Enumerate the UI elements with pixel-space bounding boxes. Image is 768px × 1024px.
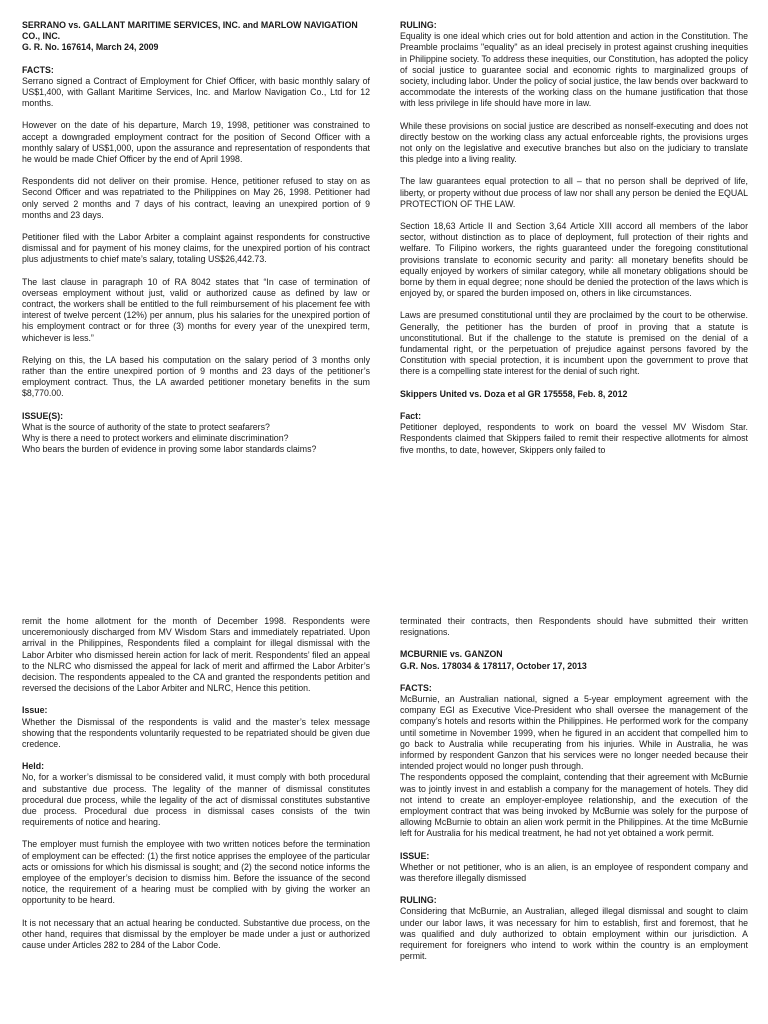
column-left-2 [22, 616, 370, 962]
column-right-2 [400, 616, 748, 973]
paragraph: Respondents did not deliver on their promise. Hence, petitioner refused to stay on as Second Officer and was repatriated to the Philippines on May 26, 1998. Petitioner had only served 2 months and 7 days of his contract, leaving an unexpired portion of 9 months and 23 days. [22, 176, 370, 220]
paragraph: Relying on this, the LA based his computation on the salary period of 3 months only rather than the entire unexpired portion of 9 months and 23 days of the petitioner’s employment contract. Thus, the LA awarded petitioner monetary benefits in the sum $8,770.00. [22, 354, 370, 399]
paragraph: The last clause in paragraph 10 of RA 8042 states that “In case of termination of overseas employment without just, valid or authorized cause as defined by law or contract, the workers shall be entitled to the full reimbursement of his placement fee with interest of twelve percent (12%) per annum, plus his salaries for the unexpired portion of his employment contract or for three (3) months for every year of the unexpired term, whichever is less.” [22, 276, 370, 343]
paragraph: Serrano signed a Contract of Employment for Chief Officer, with basic monthly salary of US$1,400, with Gallant Maritime Services, Inc. and Marlow Navigation Co., Ltd for 12 months. [22, 75, 370, 109]
column-left-1 [22, 20, 370, 456]
paragraph: Considering that McBurnie, an Australian, alleged illegal dismissal and sought to claim under our labor laws, it was necessary for him to establish, first and foremost, that he was qualified and duly authorized to obtain employment within our jurisdiction. A requirement for foreigners who intend to work within the country is an employment permit. [400, 906, 748, 962]
paragraph: The respondents opposed the complaint, contending that their agreement with McBurnie was to jointly invest in and establish a company for the management of hotels. They did not intend to create an employer-employee relationship, and the execution of the employment contract that was being invoked by McBurnie was solely for the purpose of allowing McBurnie to obtain an alien work permit in the Philippines. At the time McBurnie left for Australia for his medical treatment, he had not yet obtained a work permit. [400, 772, 748, 839]
ruling-heading: RULING: [400, 20, 437, 30]
case-title: Skippers United vs. Doza et al GR 175558, Feb. 8, 2012 [400, 388, 628, 399]
page-section-2 [0, 608, 768, 1024]
column-right-1 [400, 20, 748, 456]
case-title: MCBURNIE vs. GANZON [400, 649, 503, 660]
paragraph: The employer must furnish the employee with two written notices before the termination of employment can be effected: (1) the first notice apprises the employee of the particular acts or omissions for which his dismissal is sought; and (2) the second notice informs the employee of the employer’s decision to dismiss him. Before the issuance of the second notice, the requirement of a hearing must be complied with by giving the worker an opportunity to be heard. [22, 839, 370, 906]
case-number: G. R. No. 167614, March 24, 2009 [22, 42, 159, 53]
fact-heading: Fact: [400, 410, 422, 421]
paragraph: The law guarantees equal protection to all – that no person shall be deprived of life, liberty, or property without due process of law nor shall any person be denied the EQUAL PROTECTION OF THE LAW. [400, 176, 748, 209]
issue-item: Why is there a need to protect workers and eliminate discrimination? [22, 433, 289, 444]
issue-item: Who bears the burden of evidence in proving some labor standards claims? [22, 444, 317, 455]
paragraph: McBurnie, an Australian national, signed a 5-year employment agreement with the company EGI as Executive Vice-President who shall oversee the management of the company’s hotels and resorts within the Philippines. He performed work for the company until sometime in November 1999, when he figured in an accident that compelled him to go back to Australia while recuperating from his injuries. While in Australia, he was informed by respondent Ganzon that his services were no longer needed because their intended project would no longer push through. [400, 694, 748, 772]
paragraph: It is not necessary that an actual hearing be conducted. Substantive due process, on the other hand, requires that dismissal by the employer be made under a just or authorized cause under Articles 282 to 284 of the Labor Code. [22, 917, 370, 951]
facts-heading: FACTS: [400, 682, 432, 693]
paragraph: No, for a worker’s dismissal to be considered valid, it must comply with both procedural and substantive due process. The legality of the manner of dismissal constitutes procedural due process, while the legality of the act of dismissal constitutes substantive due process. Procedural due process in dismissal cases consists of the twin requirements of notice and hearing. [22, 772, 370, 828]
paragraph: Whether or not petitioner, who is an alien, is an employee of respondent company and was therefore illegally dismissed [400, 861, 748, 884]
paragraph: Section 18,63 Article II and Section 3,64 Article XIII accord all members of the labor sector, without distinction as to place of deployment, full protection of their rights and welfare. To Filipino workers, the rights guaranteed under the foregoing constitutional provisions translate to economic security and parity: all monetary benefits should be equally enjoyed by workers of similar category, while all monetary obligations should be borne by them in equal degree; none should be denied the protection of the laws which is enjoyed by, or spared the burden imposed on, others in like circumstances. [400, 221, 748, 299]
case-number: G.R. Nos. 178034 & 178117, October 17, 2013 [400, 660, 587, 671]
paragraph: remit the home allotment for the month of December 1998. Respondents were unceremoniously discharged from MV Wisdom Stars and immediately repatriated. Upon arrival in the Philippines, Respondents filed a complaint for illegal dismissal with the Labor Arbiter who dismissed herein action for lack of merit. Respondents’ filed an appeal to the NLRC who dismissed the appeal for lack of merit and affirmed the Labor Arbiter’s decision. The respondents appealed to the CA and granted the respondents petition and reversed the decisions of the Labor Arbiter and NLRC, Hence this petition. [22, 616, 370, 694]
case-title: SERRANO vs. GALLANT MARITIME SERVICES, INC. and MARLOW NAVIGATION CO., INC. [22, 20, 358, 42]
paragraph: However on the date of his departure, March 19, 1998, petitioner was constrained to accept a downgraded employment contract for the position of Second Officer with a monthly salary of US$1,000, upon the assurance and representation of respondents that he would be made Chief Officer by the end of April 1998. [22, 120, 370, 165]
paragraph: Equality is one ideal which cries out for bold attention and action in the Constitution. The Preamble proclaims "equality" as an ideal precisely in protest against crushing inequities in Philippine society. To address these inequities, our Constitution, has adopted the policy of social justice to guarantee social and economic rights to marginalized groups of society, including labor. Under the policy of social justice, the law bends over backward to accommodate the interests of the working class on the humane justification that those with less privilege in life should have more in law. [400, 31, 748, 109]
paragraph: While these provisions on social justice are described as nonself-executing and does not directly bestow on the working class any actual enforceable rights, the provisions urges not only on the legislative and executive branches but also on the judiciary to translate this pledge into a living reality. [400, 120, 748, 165]
issues-heading: ISSUE(S): [22, 410, 64, 421]
issue-heading: ISSUE: [400, 850, 430, 861]
paragraph: Petitioner filed with the Labor Arbiter a complaint against respondents for constructive dismissal and for payment of his money claims, for the unexpired portion of his contract plus adjustments to chief mate’s salary, totaling US$26,442.73. [22, 232, 370, 265]
held-heading: Held: [22, 761, 44, 772]
issue-heading: Issue: [22, 705, 48, 716]
paragraph: Whether the Dismissal of the respondents is valid and the master’s telex message showing that the respondents voluntarily requested to be repatriated should be given due credence. [22, 716, 370, 750]
ruling-heading: RULING: [400, 895, 437, 906]
paragraph: terminated their contracts, then Respondents should have submitted their written resignations. [400, 616, 748, 638]
paragraph: Laws are presumed constitutional until they are proclaimed by the court to be otherwise. Generally, the petitioner has the burden of proof in proving that a statute is unconstitutional. But if the challenge to the statute is premised on the denial of a fundamental right, or the perpetuation of prejudice against persons favored by the Constitution with special protection, it is incumbent upon the government to prove that there is a compelling state interest for the denial of such right. [400, 310, 748, 377]
facts-heading: FACTS: [22, 64, 54, 75]
paragraph: Petitioner deployed, respondents to work on board the vessel MV Wisdom Star. Respondents claimed that Skippers failed to remit their respective allotments for almost five months, to date, however, Skippers only failed to [400, 422, 748, 455]
issue-item: What is the source of authority of the state to protect seafarers? [22, 421, 270, 432]
